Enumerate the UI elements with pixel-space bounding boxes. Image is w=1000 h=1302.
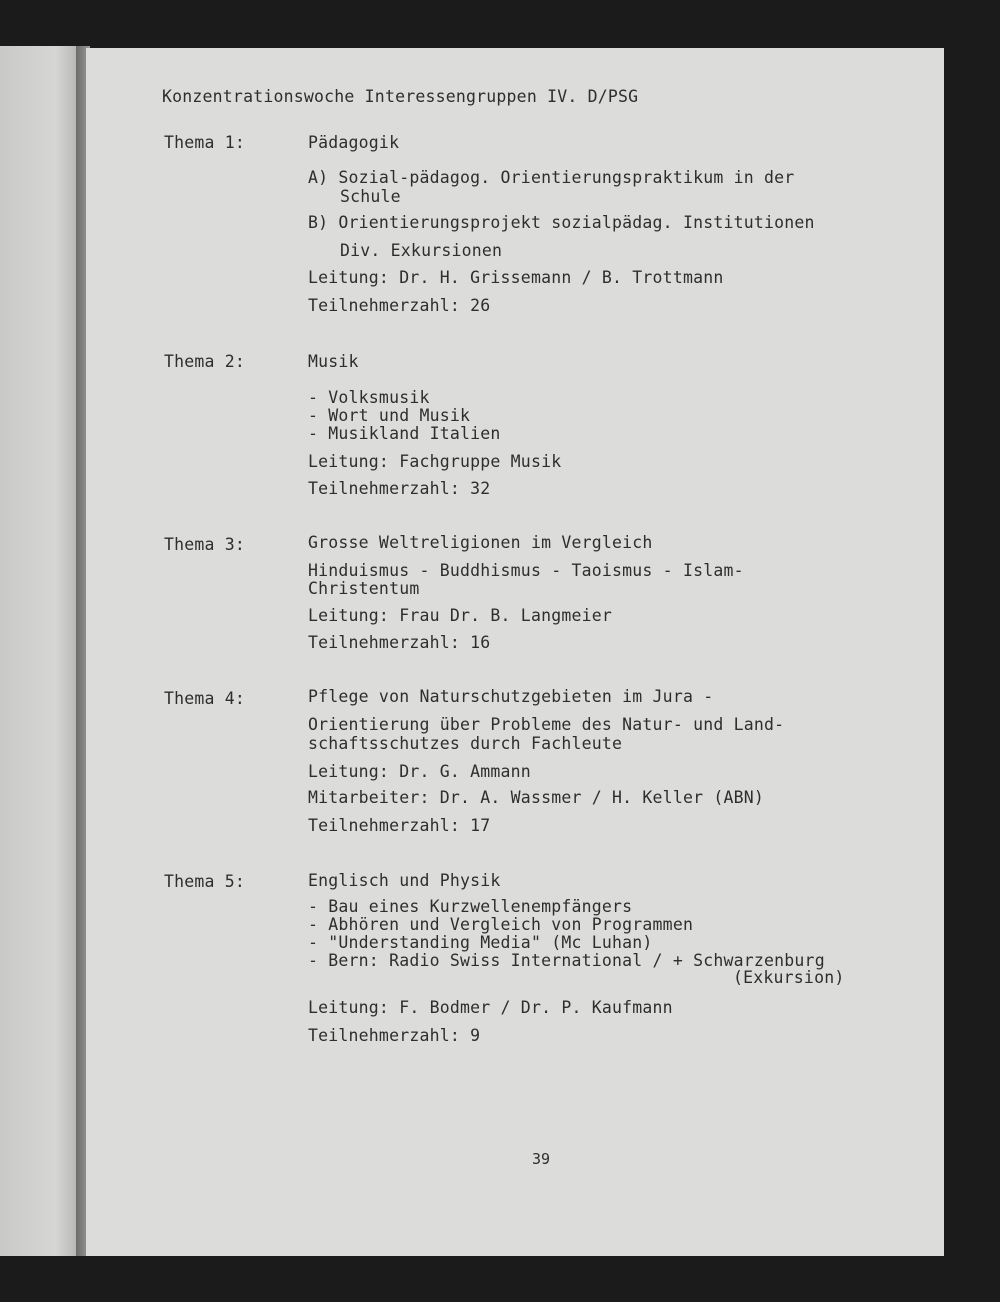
theme-1-item: Schule	[340, 187, 401, 206]
theme-5-item: - Abhören und Vergleich von Programmen	[308, 915, 694, 934]
theme-3-title: Grosse Weltreligionen im Vergleich	[308, 533, 653, 552]
page-header: Konzentrationswoche Interessengruppen IV. D/PSG	[162, 87, 639, 106]
theme-2-item: - Musikland Italien	[308, 424, 501, 443]
theme-3-leitung: Leitung: Frau Dr. B. Langmeier	[308, 606, 613, 625]
theme-4-label: Thema 4:	[164, 689, 246, 708]
document-page	[86, 48, 944, 1256]
facing-page-edge	[0, 46, 80, 1256]
theme-1-participants: Teilnehmerzahl: 26	[308, 296, 491, 315]
theme-4-title: Pflege von Naturschutzgebieten im Jura -	[308, 687, 714, 706]
theme-1-item: A) Sozial-pädagog. Orientierungspraktikum in der	[308, 168, 795, 187]
theme-2-leitung: Leitung: Fachgruppe Musik	[308, 452, 562, 471]
theme-1-label: Thema 1:	[164, 133, 246, 152]
theme-3-participants: Teilnehmerzahl: 16	[308, 633, 491, 652]
theme-3-item: Hinduismus - Buddhismus - Taoismus - Islam-	[308, 561, 744, 580]
theme-4-participants: Teilnehmerzahl: 17	[308, 816, 491, 835]
theme-5-title: Englisch und Physik	[308, 871, 501, 890]
theme-5-item: - Bern: Radio Swiss International / + Schwarzenburg	[308, 951, 825, 970]
theme-2-label: Thema 2:	[164, 352, 246, 371]
theme-1-item: Div. Exkursionen	[340, 241, 503, 260]
theme-4-item: schaftsschutzes durch Fachleute	[308, 734, 623, 753]
theme-1-item: B) Orientierungsprojekt sozialpädag. Institutionen	[308, 213, 815, 232]
theme-2-participants: Teilnehmerzahl: 32	[308, 479, 491, 498]
theme-4-leitung: Leitung: Dr. G. Ammann	[308, 762, 531, 781]
theme-5-item: (Exkursion)	[733, 968, 845, 987]
theme-1-leitung: Leitung: Dr. H. Grissemann / B. Trottmann	[308, 268, 724, 287]
theme-3-item: Christentum	[308, 579, 420, 598]
theme-4-collaborators: Mitarbeiter: Dr. A. Wassmer / H. Keller (ABN)	[308, 788, 765, 807]
theme-2-item: - Wort und Musik	[308, 406, 471, 425]
page-number: 39	[532, 1150, 551, 1168]
theme-5-item: - "Understanding Media" (Mc Luhan)	[308, 933, 653, 952]
theme-2-item: - Volksmusik	[308, 388, 430, 407]
theme-2-title: Musik	[308, 352, 359, 371]
theme-1-title: Pädagogik	[308, 133, 400, 152]
theme-5-item: - Bau eines Kurzwellenempfängers	[308, 897, 633, 916]
theme-5-leitung: Leitung: F. Bodmer / Dr. P. Kaufmann	[308, 998, 673, 1017]
theme-3-label: Thema 3:	[164, 535, 246, 554]
theme-5-participants: Teilnehmerzahl: 9	[308, 1026, 481, 1045]
theme-5-label: Thema 5:	[164, 872, 246, 891]
theme-4-item: Orientierung über Probleme des Natur- und Land-	[308, 715, 785, 734]
